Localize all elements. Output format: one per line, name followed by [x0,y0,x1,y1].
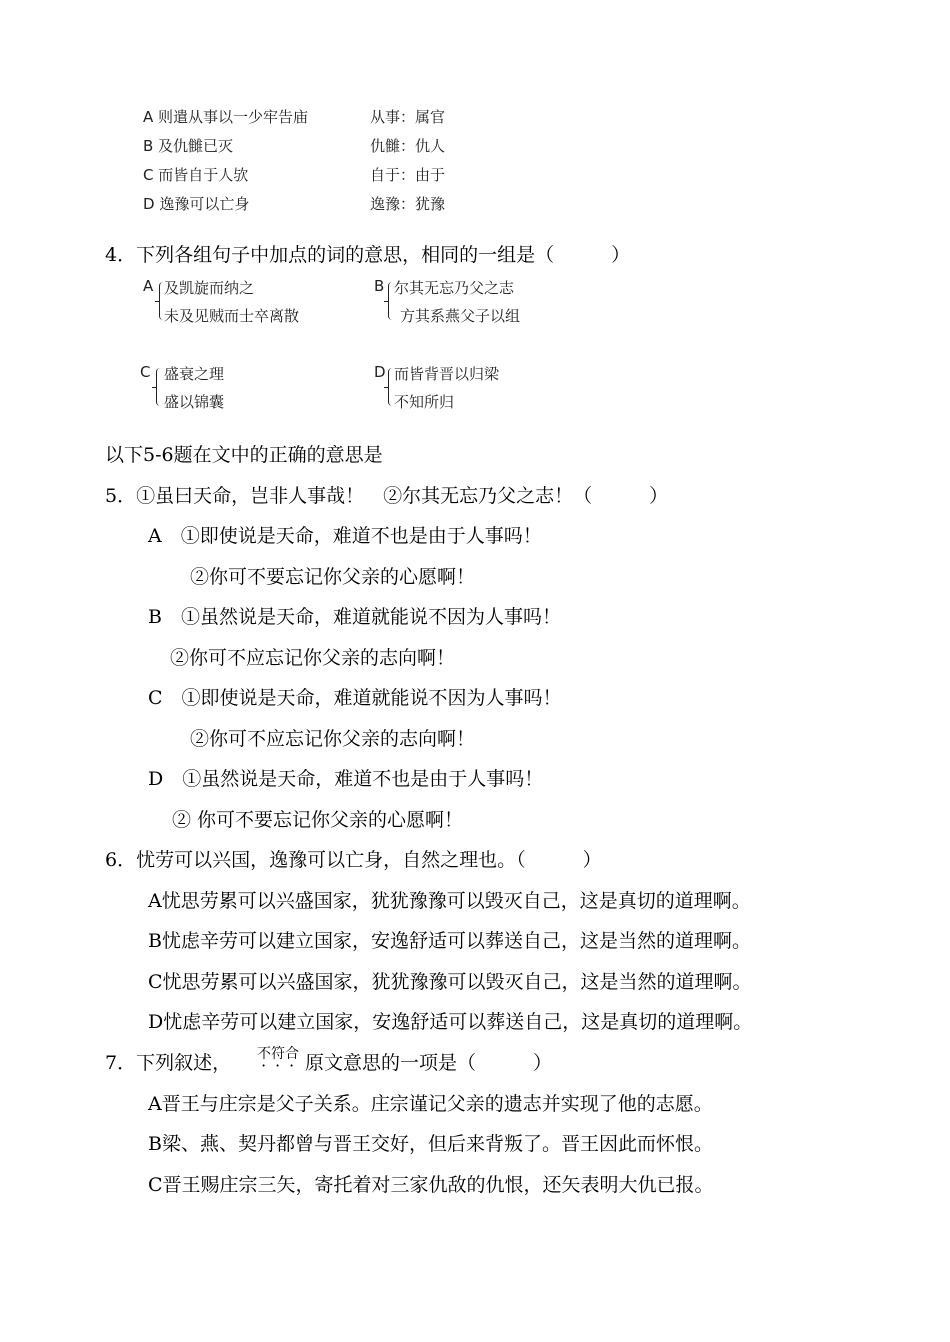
q5-option-b-1: B ①虽然说是天命，难道就能说不因为人事吗！ [148,606,561,628]
q4-group-a-line2: 未及见贼而士卒离散 [164,307,300,325]
option-d-right: 逸豫：犹豫 [370,195,446,213]
q4-group-a-line1: 及凯旋而纳之 [164,279,255,297]
q5-option-c-2: ②你可不应忘记你父亲的志向啊！ [190,728,476,750]
q4-group-d-label: D [374,363,386,381]
option-b-right: 仇雠：仇人 [370,137,446,155]
question-7-emphasis: 不符合 [257,1046,299,1062]
q7-option-b: B梁、燕、契丹都曾与晋王交好，但后来背叛了。晋王因此而怀恨。 [148,1133,713,1155]
option-b-left: B 及仇雠已灭 [143,137,234,155]
q4-group-c-brace [156,368,163,406]
question-4-stem: 4．下列各组句子中加点的词的意思，相同的一组是（ ） [105,244,631,266]
q4-group-c-line1: 盛衰之理 [164,365,225,383]
question-7-stem-start: 7．下列叙述， [105,1052,232,1074]
q5-option-c-1: C ①即使说是天命，难道就能说不因为人事吗！ [148,687,562,709]
question-6-stem: 6．忧劳可以兴国，逸豫可以亡身，自然之理也。（ ） [105,849,602,871]
q4-group-b-line1: 尔其无忘乃父之志 [394,279,515,297]
q4-group-c-label: C [140,363,151,381]
q4-group-c-line2: 盛以锦囊 [164,393,225,411]
option-c-right: 自于：由于 [370,166,446,184]
q6-option-b: B忧虑辛劳可以建立国家，安逸舒适可以葬送自己，这是当然的道理啊。 [148,930,751,952]
q7-option-c: C晋王赐庄宗三矢，寄托着对三家仇敌的仇恨，还矢表明大仇已报。 [148,1174,714,1196]
q5-option-d-2: ② 你可不要忘记你父亲的心愿啊！ [172,809,464,831]
q4-group-b-line2: 方其系燕父子以组 [400,307,521,325]
option-d-left: D 逸豫可以亡身 [143,195,250,213]
question-5-stem: 5．①虽曰天命，岂非人事哉！ ②尔其无忘乃父之志！（ ） [105,485,669,507]
option-a-left: A 则遣从事以一少牢告庙 [143,108,309,126]
q4-group-a-label: A [143,277,154,295]
q6-option-c: C忧思劳累可以兴盛国家，犹犹豫豫可以毁灭自己，这是当然的道理啊。 [148,971,752,993]
q5-option-a-2: ②你可不要忘记你父亲的心愿啊！ [190,566,476,588]
q4-group-b-label: B [374,277,385,295]
option-c-left: C 而皆自于人欤 [143,166,249,184]
q4-group-d-line2: 不知所归 [394,393,455,411]
q7-option-a: A晋王与庄宗是父子关系。庄宗谨记父亲的遗志并实现了他的志愿。 [148,1093,713,1115]
q4-group-d-line1: 而皆背晋以归梁 [394,365,500,383]
q5-option-d-1: D ①虽然说是天命，难道不也是由于人事吗！ [148,768,544,790]
q6-option-a: A忧思劳累可以兴盛国家，犹犹豫豫可以毁灭自己，这是真切的道理啊。 [148,890,751,912]
q5-option-a-1: A ①即使说是天命，难道不也是由于人事吗！ [148,525,542,547]
option-a-right: 从事：属官 [370,108,446,126]
q5-option-b-2: ②你可不应忘记你父亲的志向啊！ [170,647,456,669]
section-intro: 以下5-6题在文中的正确的意思是 [105,444,383,466]
question-7-stem-end: 原文意思的一项是（ ） [305,1052,553,1074]
q6-option-d: D忧虑辛劳可以建立国家，安逸舒适可以葬送自己，这是真切的道理啊。 [148,1011,753,1033]
